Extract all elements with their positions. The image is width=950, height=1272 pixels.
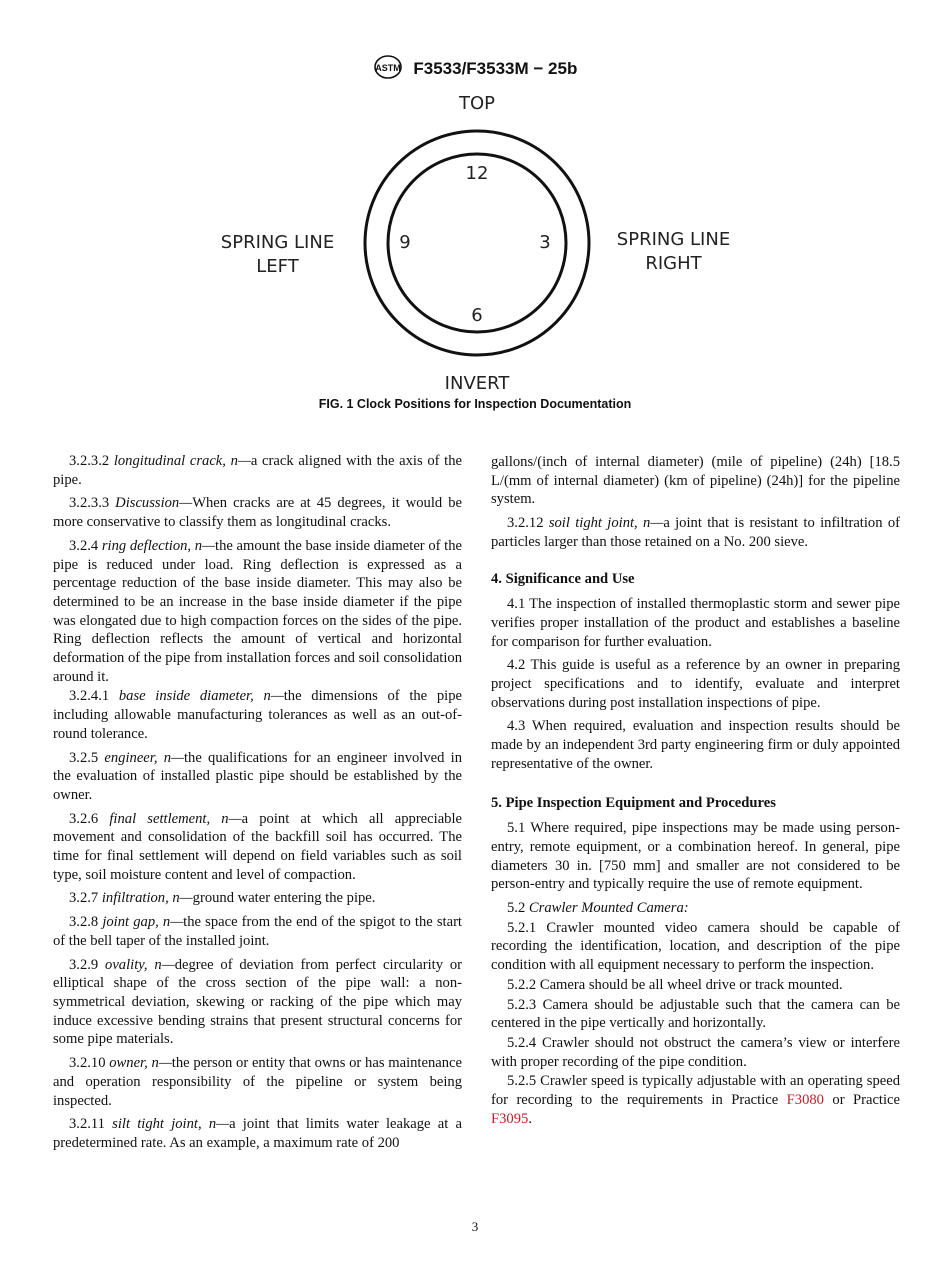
- para-5-2-3: 5.2.3 Camera should be adjustable such that the camera can be centered in the pipe vertically and horizontally.: [491, 996, 900, 1032]
- para-5-1: 5.1 Where required, pipe inspections may be made using person-entry, remote equipment, or a combination hereof. In general, pipe diameters 30 in. [750 mm] and smaller are not considered to be person-entry and typically require the use of remote equipment.: [491, 820, 900, 893]
- label-spring-line-left: [200, 231, 355, 279]
- para-3-2-3-3: 3.2.3.3 Discussion—When cracks are at 45 degrees, it would be more conservative to classify them as longitudinal cracks.: [53, 495, 462, 531]
- para-5-2-2: 5.2.2 Camera should be all wheel drive or track mounted.: [507, 976, 843, 993]
- label-right-line1: SPRING LINE: [616, 229, 731, 250]
- document-designation: F3533/F3533M − 25b: [413, 58, 578, 78]
- para-5-2: 5.2 Crawler Mounted Camera:: [507, 900, 689, 917]
- label-right-line2: RIGHT: [645, 253, 702, 274]
- astm-logo-text: ASTM: [374, 63, 401, 73]
- clock-12: 12: [465, 163, 489, 184]
- para-3-2-10: 3.2.10 owner, n—the person or entity that owns or has maintenance and operation responsibility of the pipeline or system being inspected.: [53, 1055, 462, 1109]
- link-f3080[interactable]: F3080: [786, 1092, 824, 1109]
- para-3-2-3-2: 3.2.3.2 longitudinal crack, n—a crack aligned with the axis of the pipe.: [53, 453, 462, 488]
- para-5-2-1: 5.2.1 Crawler mounted video camera should be capable of recording the identification, location, and description of the pipe condition with all equipment necessary to perform the inspection.: [491, 919, 900, 974]
- label-left-line1: SPRING LINE: [220, 232, 335, 253]
- para-3-2-4-1: 3.2.4.1 base inside diameter, n—the dimensions of the pipe including allowable manufacturing tolerances as well as an out-of-round tolerance.: [53, 688, 462, 742]
- label-spring-line-right: [596, 228, 751, 276]
- clock-position-figure: [0, 92, 950, 422]
- para-3-2-9: 3.2.9 ovality, n—degree of deviation from perfect circularity or elliptical shape of the cross section of the pipe wall: a non-symmetrical deviation, skewing or racking of the pipe which may induce excessive bending strains that present structural concerns for some pipe materials.: [53, 956, 462, 1048]
- label-invert: INVERT: [444, 373, 510, 394]
- left-column: [53, 452, 462, 1158]
- clock-9: 9: [399, 232, 411, 253]
- section-4-heading: 4. Significance and Use: [491, 570, 635, 587]
- para-5-2-4: 5.2.4 Crawler should not obstruct the camera’s view or interfere with proper recording of the pipe condition.: [491, 1034, 900, 1070]
- para-3-2-8: 3.2.8 joint gap, n—the space from the end of the spigot to the start of the bell taper of the installed joint.: [53, 914, 462, 949]
- label-top: TOP: [458, 93, 496, 114]
- para-3-2-6: 3.2.6 final settlement, n—a point at which all appreciable movement and consolidation of the backfill soil has occurred. The time for final settlement will depend on field variables such as soil type, soil moisture content and level of compaction.: [53, 810, 462, 883]
- para-3-2-5: 3.2.5 engineer, n—the qualifications for an engineer involved in the evaluation of installed plastic pipe should be established by the owner.: [53, 749, 462, 803]
- clock-3: 3: [539, 232, 551, 253]
- astm-logo-icon: [373, 54, 403, 85]
- para-3-2-11: 3.2.11 silt tight joint, n—a joint that limits water leakage at a predetermined rate. As an example, a maximum rate of 200: [53, 1116, 462, 1151]
- link-f3095[interactable]: F3095: [491, 1110, 529, 1127]
- para-3-2-4: 3.2.4 ring deflection, n—the amount the base inside diameter of the pipe is reduced under load. Ring deflection is expressed as a percentage reduction of the base inside diameter. This may also be determined to be an increase in the base inside diameter if the pipe was elongated due to high compaction forces on the sides of the pipe. Ring deflection reflects the amount of vertical and horizontal deformation of the pipe from installation forces and soil consolidation around it.: [53, 537, 462, 685]
- para-5-2-5: 5.2.5 Crawler speed is typically adjustable with an operating speed for recording to the requirements in Practice F3080 or Practice F3095.: [491, 1073, 900, 1127]
- section-5-heading: 5. Pipe Inspection Equipment and Procedures: [491, 794, 776, 811]
- para-3-2-12: 3.2.12 soil tight joint, n—a joint that is resistant to infiltration of particles larger than those retained on a No. 200 sieve.: [491, 515, 900, 550]
- figure-caption: FIG. 1 Clock Positions for Inspection Documentation: [318, 397, 632, 411]
- para-4-2: 4.2 This guide is useful as a reference by an owner in preparing project specifications and to identify, evaluate and interpret observations during post installation inspections of pipe.: [491, 657, 900, 711]
- clock-6: 6: [471, 305, 483, 326]
- para-3-2-11-cont: gallons/(inch of internal diameter) (mile of pipeline) (24h) [18.5 L/(mm of internal diameter) (km of pipeline) (24h)] for the pipeline system.: [491, 454, 900, 508]
- para-4-1: 4.1 The inspection of installed thermoplastic storm and sewer pipe verifies proper installation of the product and establishes a baseline for comparison for further evaluation.: [491, 596, 900, 650]
- page-number: 3: [471, 1219, 479, 1234]
- clock-diagram: [0, 92, 950, 392]
- document-header: [0, 54, 950, 85]
- para-3-2-7: 3.2.7 infiltration, n—ground water entering the pipe.: [69, 890, 376, 907]
- para-4-3: 4.3 When required, evaluation and inspection results should be made by an independent 3rd party engineering firm or duly appointed representative of the owner.: [491, 718, 900, 772]
- right-column: [491, 453, 900, 1130]
- label-left-line2: LEFT: [256, 256, 299, 277]
